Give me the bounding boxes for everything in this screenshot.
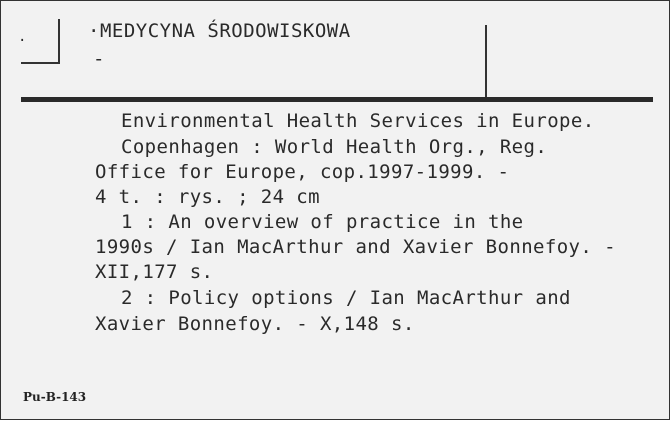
corner-bracket-horizontal (21, 62, 60, 64)
subject-subheading: - (93, 48, 105, 70)
title-line: Environmental Health Services in Europe. (121, 110, 595, 132)
physical-description: 4 t. : rys. ; 24 cm (95, 186, 320, 208)
corner-bracket-vertical (58, 19, 60, 63)
corner-mark: · (18, 33, 27, 49)
subject-heading: ·MEDYCYNA ŚRODOWISKOWA (88, 20, 351, 42)
imprint-line: Copenhagen : World Health Org., Reg. (121, 136, 548, 158)
call-number: Pu-B-143 (23, 390, 87, 404)
volume-2-line-cont: Xavier Bonnefoy. - X,148 s. (95, 313, 415, 335)
heading-rule (21, 97, 653, 102)
volume-2-line: 2 : Policy options / Ian MacArthur and (121, 287, 571, 309)
imprint-line-cont: Office for Europe, cop.1997-1999. - (95, 161, 510, 183)
volume-1-line: 1 : An overview of practice in the (121, 211, 524, 233)
volume-1-line-cont: 1990s / Ian MacArthur and Xavier Bonnefoy. - (95, 236, 616, 258)
volume-1-pages: XII,177 s. (95, 261, 214, 283)
heading-divider (485, 25, 487, 97)
